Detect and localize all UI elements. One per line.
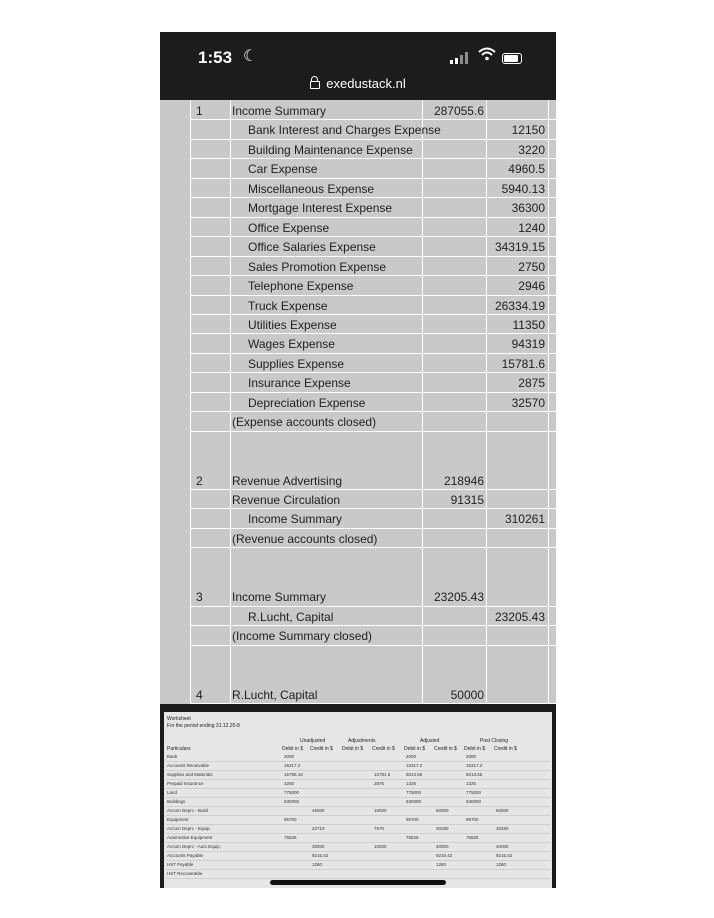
grid-line [422, 100, 423, 704]
phone-screen [160, 32, 556, 888]
worksheet-cell: 75525 [284, 835, 297, 840]
cellular-signal-icon [450, 52, 472, 64]
moon-icon: ☾ [243, 48, 258, 65]
worksheet-cell: 2875 [374, 781, 385, 786]
credit-amount: 5940.13 [501, 181, 545, 196]
account-name: Revenue Circulation [232, 493, 341, 507]
grid-line [190, 100, 191, 704]
grid-line [190, 353, 556, 354]
worksheet-group-header: Adjustments [348, 738, 376, 744]
worksheet-column-header: Credit in $ [494, 746, 517, 752]
grid-line [190, 295, 556, 296]
grid-line [190, 547, 556, 548]
worksheet-cell: 15781.6 [374, 772, 391, 777]
account-name: Miscellaneous Expense [248, 181, 375, 196]
worksheet-column-header: Credit in $ [434, 746, 457, 752]
grid-line [166, 842, 550, 843]
grid-line [190, 139, 556, 140]
worksheet-row-label: Equipment [167, 817, 189, 822]
grid-line [166, 770, 550, 771]
grid-line [166, 806, 550, 807]
grid-line [190, 119, 556, 120]
grid-line [190, 645, 556, 646]
credit-amount: 1240 [518, 220, 545, 235]
debit-amount: 23205.43 [433, 590, 484, 605]
credit-amount: 2946 [518, 279, 545, 294]
worksheet-cell: 1280 [436, 862, 447, 867]
credit-amount: 15781.6 [501, 356, 545, 371]
worksheet-cell: 2000 [284, 754, 295, 759]
grid-line [190, 275, 556, 276]
credit-amount: 32570 [511, 395, 545, 410]
credit-amount: 4960.5 [508, 162, 545, 177]
worksheet-cell: 95700 [284, 817, 297, 822]
credit-amount: 26334.19 [494, 298, 545, 313]
worksheet-cell: 2000 [406, 754, 417, 759]
worksheet-cell: 40000 [436, 844, 449, 849]
grid-line [166, 860, 550, 861]
grid-line [190, 528, 556, 529]
account-name: (Income Summary closed) [232, 629, 373, 644]
account-name: (Revenue accounts closed) [232, 531, 378, 546]
grid-line [230, 100, 231, 704]
account-name: Car Expense [248, 162, 318, 177]
debit-amount: 91315 [450, 493, 484, 507]
worksheet-cell: 8013.56 [466, 772, 483, 777]
worksheet-image [164, 712, 552, 888]
worksheet-group-header: Adjusted [420, 738, 440, 744]
account-name: Income Summary [232, 104, 327, 118]
account-name: Office Expense [248, 220, 330, 235]
worksheet-cell: 630000 [406, 799, 422, 804]
grid-line [548, 100, 549, 704]
credit-amount: 23205.43 [494, 609, 545, 624]
worksheet-cell: 9216.42 [312, 853, 329, 858]
worksheet-row-label: Buildings [167, 799, 186, 804]
grid-line [166, 779, 550, 780]
worksheet-row-label: HST Recoverable [167, 871, 203, 876]
grid-line [190, 314, 556, 315]
grid-line [190, 411, 556, 412]
worksheet-row-label: Supplies and Materials [167, 772, 213, 777]
worksheet-cell: 75525 [466, 835, 479, 840]
worksheet-cell: 22710 [312, 826, 325, 831]
account-name: Insurance Expense [248, 376, 351, 391]
worksheet-cell: 630000 [466, 799, 482, 804]
worksheet-column-header: Debit in $ [464, 746, 486, 752]
credit-amount: 36300 [511, 201, 545, 216]
credit-amount: 94319 [511, 337, 545, 352]
worksheet-cell: 10000 [374, 844, 387, 849]
worksheet-row-label: Accounts Receivable [167, 763, 210, 768]
worksheet-cell: 30000 [312, 844, 325, 849]
worksheet-cell: 775000 [466, 790, 482, 795]
account-name: Income Summary [248, 512, 343, 527]
worksheet-cell: 15317.2 [466, 763, 483, 768]
grid-line [190, 178, 556, 179]
account-name: Revenue Advertising [232, 473, 343, 488]
grid-line [190, 217, 556, 218]
credit-amount: 3220 [518, 142, 545, 157]
account-name: Utilities Expense [248, 317, 337, 332]
worksheet-column-header: Debit in $ [282, 746, 304, 752]
battery-icon [502, 53, 522, 64]
grid-line [166, 824, 550, 825]
account-name: Truck Expense [248, 298, 328, 313]
journal-spreadsheet [160, 100, 556, 704]
account-name: Wages Expense [248, 337, 335, 352]
account-name: Telephone Expense [248, 279, 354, 294]
worksheet-column-header: Credit in $ [372, 746, 395, 752]
grid-line [166, 761, 550, 762]
grid-line [190, 508, 556, 509]
worksheet-cell: 30280 [436, 826, 449, 831]
worksheet-cell: 7570 [374, 826, 385, 831]
worksheet-column-header: Debit in $ [342, 746, 364, 752]
account-name: Mortgage Interest Expense [248, 201, 393, 216]
status-time: 1:53 [198, 48, 233, 67]
grid-line [190, 256, 556, 257]
worksheet-cell: 60000 [496, 808, 509, 813]
grid-line [166, 869, 550, 870]
worksheet-cell: 40000 [496, 844, 509, 849]
account-name: Office Salaries Expense [248, 240, 376, 255]
entry-number: 1 [196, 104, 203, 118]
home-indicator[interactable] [270, 880, 446, 885]
worksheet-cell: 1280 [496, 862, 507, 867]
grid-line [190, 236, 556, 237]
worksheet-cell: 4200 [284, 781, 295, 786]
worksheet-column-header: Particulars [167, 746, 191, 752]
worksheet-row-label: Accum Deprc - Auto Equip. [167, 844, 222, 849]
account-name: Supplies Expense [248, 356, 345, 371]
entry-number: 3 [196, 590, 203, 605]
worksheet-row-label: Prepaid Insurance [167, 781, 204, 786]
worksheet-cell: 1280 [312, 862, 323, 867]
worksheet-cell: 15000 [374, 808, 387, 813]
account-name: Building Maintenance Expense [248, 142, 413, 157]
account-name: Bank Interest and Charges Expense [248, 123, 441, 138]
worksheet-column-header: Debit in $ [404, 746, 426, 752]
worksheet-group-header: Post Closing [480, 738, 509, 744]
grid-line [190, 333, 556, 334]
worksheet-cell: 630000 [284, 799, 300, 804]
account-name: (Expense accounts closed) [232, 415, 377, 430]
worksheet-row-label: Automotive Equipment [167, 835, 213, 840]
status-bar [160, 32, 556, 76]
worksheet-cell: 15317.2 [284, 763, 301, 768]
grid-line [190, 625, 556, 626]
account-name: R.Lucht, Capital [248, 609, 334, 624]
worksheet-column-header: Credit in $ [310, 746, 333, 752]
credit-amount: 310261 [504, 512, 545, 527]
worksheet-cell: 9216.42 [436, 853, 453, 858]
credit-amount: 11350 [512, 317, 545, 332]
worksheet-cell: 1325 [466, 781, 477, 786]
debit-amount: 50000 [450, 687, 484, 702]
worksheet-row-label: HST Payable [167, 862, 194, 867]
address-bar[interactable] [160, 76, 556, 98]
worksheet-cell: 95700 [466, 817, 479, 822]
grid-line [190, 606, 556, 607]
entry-number: 2 [196, 473, 203, 488]
address-bar-url: exedustack.nl [326, 76, 406, 91]
worksheet-title: Worksheet [167, 716, 191, 722]
credit-amount: 34319.15 [494, 240, 545, 255]
worksheet-cell: 75525 [406, 835, 419, 840]
worksheet-row-label: Bank [167, 754, 178, 759]
worksheet-cell: 775000 [284, 790, 300, 795]
credit-amount: 2875 [518, 376, 545, 391]
worksheet-cell: 9216.42 [496, 853, 513, 858]
lock-icon [310, 81, 320, 89]
worksheet-cell: 15795.16 [284, 772, 303, 777]
worksheet-cell: 60000 [436, 808, 449, 813]
grid-line [190, 392, 556, 393]
grid-line [190, 489, 556, 490]
worksheet-group-header: Unadjusted [300, 738, 326, 744]
debit-amount: 218946 [443, 473, 484, 488]
credit-amount: 2750 [518, 259, 545, 274]
grid-line [166, 788, 550, 789]
worksheet-cell: 30280 [496, 826, 509, 831]
grid-line [166, 815, 550, 816]
grid-line [166, 878, 550, 879]
grid-line [190, 703, 556, 704]
grid-line [166, 797, 550, 798]
worksheet-cell: 775000 [406, 790, 422, 795]
worksheet-cell: 1325 [406, 781, 417, 786]
debit-amount: 287055.6 [433, 104, 484, 118]
worksheet-row-label: Accounts Payable [167, 853, 204, 858]
worksheet-row-label: Accum Deprc - Build [167, 808, 209, 813]
worksheet-cell: 15317.2 [406, 763, 423, 768]
worksheet-cell: 95700 [406, 817, 419, 822]
worksheet-subtitle: For the period ending 31.12.20-8 [167, 723, 240, 729]
grid-line [190, 158, 556, 159]
credit-amount: 12150 [511, 123, 545, 138]
grid-line [190, 372, 556, 373]
worksheet-row-label: Land [167, 790, 178, 795]
grid-line [166, 833, 550, 834]
grid-line [190, 197, 556, 198]
wifi-icon [478, 47, 496, 64]
account-name: Depreciation Expense [248, 395, 366, 410]
account-name: Sales Promotion Expense [248, 259, 387, 274]
account-name: Income Summary [232, 590, 327, 605]
worksheet-row-label: Accum Deprc - Equip. [167, 826, 211, 831]
grid-line [166, 851, 550, 852]
worksheet-cell: 8013.56 [406, 772, 423, 777]
worksheet-cell: 45000 [312, 808, 325, 813]
account-name: R.Lucht, Capital [232, 687, 318, 702]
entry-number: 4 [196, 687, 203, 702]
worksheet-cell: 2000 [466, 754, 477, 759]
grid-line [190, 431, 556, 432]
